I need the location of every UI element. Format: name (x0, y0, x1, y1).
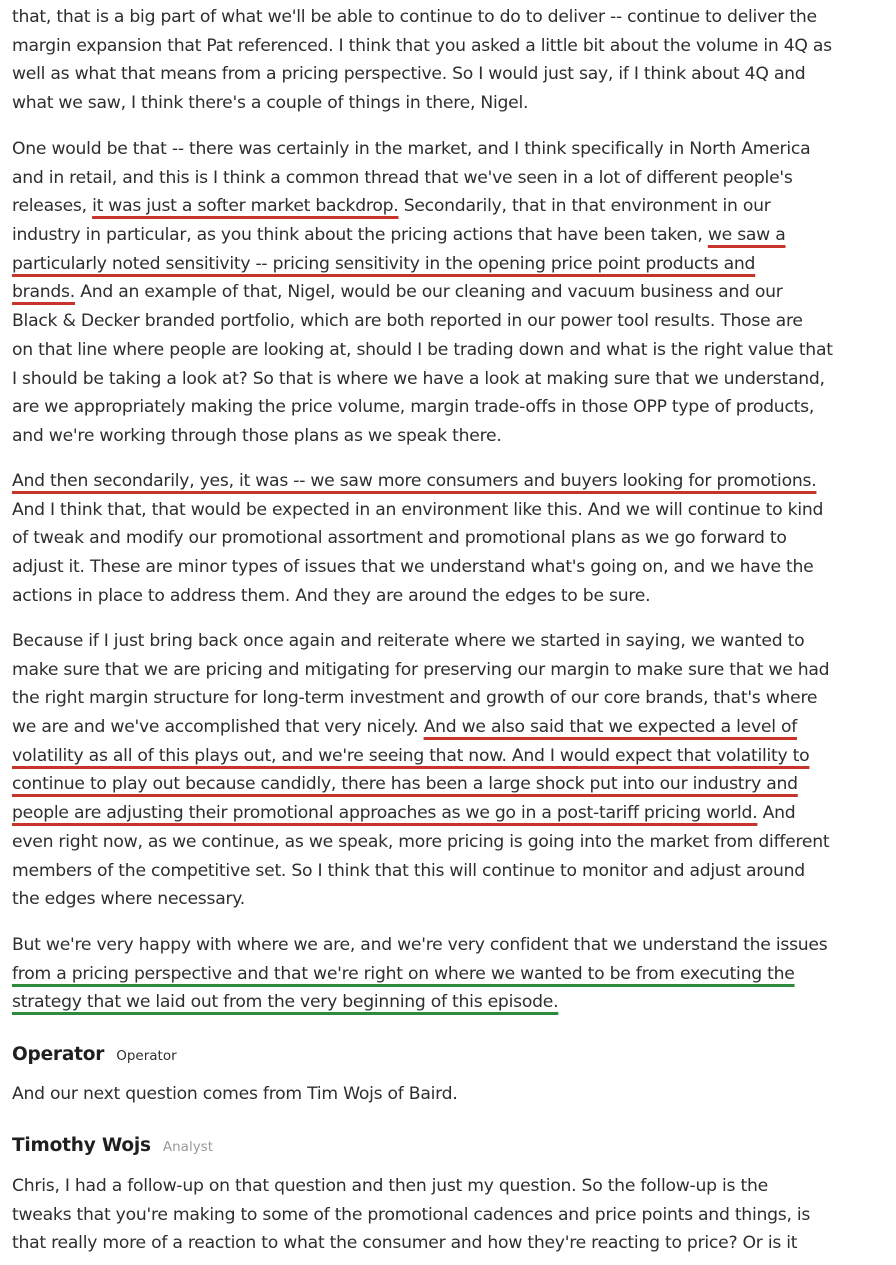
text-segment: actions in place to address them. And they are around the edges to be sure. (12, 585, 651, 606)
text-segment: and we're working through those plans as we speak there. (12, 425, 502, 446)
transcript-paragraph (12, 135, 884, 451)
paragraph-line (12, 393, 884, 422)
paragraph-line (12, 627, 884, 656)
text-segment: the right margin structure for long-term investment and growth of our core brands, that's where (12, 688, 818, 709)
text-segment: Secondarily, that in that environment in our (398, 196, 771, 217)
paragraph-line (12, 553, 884, 582)
paragraph-line (12, 582, 884, 611)
highlighted-text-red: brands. (12, 282, 75, 303)
paragraph-line (12, 89, 884, 118)
paragraph-line (12, 164, 884, 193)
paragraph-line (12, 1229, 884, 1258)
paragraph-line (12, 467, 884, 496)
highlighted-text-red: volatility as all of this plays out, and we're seeing that now. And I would expect that volatility to (12, 745, 810, 766)
paragraph-line (12, 960, 884, 989)
paragraph-line (12, 770, 884, 799)
paragraph-line (12, 742, 884, 771)
paragraph-line (12, 885, 884, 914)
text-segment: Because if I just bring back once again and reiterate where we started in saying, we wanted to (12, 631, 805, 651)
highlighted-text-red: we saw a (707, 225, 786, 246)
paragraph-line (12, 422, 884, 451)
highlighted-text-red: continue to play out because candidly, there has been a large shock put into our industry and (12, 774, 798, 795)
text-segment: adjust it. These are minor types of issues that we understand what's going on, and we have the (12, 557, 814, 578)
speaker-role: Operator (116, 1048, 177, 1064)
text-segment: that, that is a big part of what we'll be able to continue to do to deliver -- continue to deliver the (12, 7, 817, 27)
text-segment: And (757, 803, 796, 824)
speaker-role: Analyst (162, 1139, 214, 1155)
paragraph-line (12, 656, 884, 685)
text-segment: tweaks that you're making to some of the promotional cadences and price points and things, is (12, 1204, 811, 1225)
paragraph-line (12, 365, 884, 394)
speaker-header-analyst (12, 1135, 213, 1156)
text-segment: And I think that, that would be expected in an environment like this. And we will continue to kind (12, 499, 824, 520)
text-segment: I should be taking a look at? So that is where we have a look at making sure that we understand, (12, 368, 825, 389)
text-segment: what we saw, I think there's a couple of things in there, Nigel. (12, 93, 529, 114)
speaker-name: Timothy Wojs (12, 1135, 151, 1156)
paragraph-line (12, 857, 884, 886)
text-segment: Black & Decker branded portfolio, which are both reported in our power tool results. Those are (12, 311, 803, 332)
paragraph-line (12, 307, 884, 336)
paragraph-line (12, 336, 884, 365)
transcript-paragraph (12, 467, 884, 610)
transcript-paragraph (12, 3, 884, 118)
text-segment: of tweak and modify our promotional assortment and promotional plans as we go forward to (12, 528, 787, 549)
paragraph-line (12, 60, 884, 89)
paragraph-line (12, 221, 884, 250)
text-segment: on that line where people are looking at, should I be trading down and what is the right value that (12, 339, 833, 360)
paragraph-line (12, 1172, 884, 1201)
highlighted-text-red: And we also said that we expected a level of (423, 717, 798, 738)
text-segment: that really more of a reaction to what the consumer and how they're reacting to price? Or is it (12, 1233, 798, 1254)
analyst-paragraph (12, 1172, 884, 1258)
paragraph-line: And our next question comes from Tim Wojs of Baird. (12, 1084, 458, 1104)
text-segment: industry in particular, as you think about the pricing actions that have been taken, (12, 225, 708, 246)
paragraph-line (12, 496, 884, 525)
paragraph-line (12, 3, 884, 32)
highlighted-text-red: people are adjusting their promotional approaches as we go in a post-tariff pricing world. (12, 803, 758, 824)
text-segment: we are and we've accomplished that very nicely. (12, 717, 424, 738)
highlighted-text-red: it was just a softer market backdrop. (92, 196, 399, 217)
text-segment: Chris, I had a follow-up on that question and then just my question. So the follow-up is the (12, 1176, 768, 1196)
speaker-name: Operator (12, 1044, 105, 1065)
paragraph-line (12, 684, 884, 713)
text-segment: But we're very happy with where we are, and we're very confident that we understand the issues (12, 935, 828, 955)
highlighted-text-red: And then secondarily, yes, it was -- we saw more consumers and buyers looking for promotions. (12, 471, 817, 491)
paragraph-line (12, 1201, 884, 1230)
paragraph-line (12, 192, 884, 221)
text-segment: and in retail, and this is I think a common thread that we've seen in a lot of different people's (12, 167, 793, 188)
highlighted-text-red: particularly noted sensitivity -- pricing sensitivity in the opening price point products and (12, 253, 756, 274)
text-segment: are we appropriately making the price volume, margin trade-offs in those OPP type of products, (12, 397, 815, 418)
paragraph-line (12, 713, 884, 742)
paragraph-line (12, 32, 884, 61)
text-segment: One would be that -- there was certainly in the market, and I think specifically in North America (12, 139, 811, 159)
highlighted-text-green: strategy that we laid out from the very beginning of this episode. (12, 992, 559, 1013)
paragraph-line (12, 931, 884, 960)
text-segment: members of the competitive set. So I think that this will continue to monitor and adjust around (12, 860, 805, 881)
text-segment: well as what that means from a pricing perspective. So I would just say, if I think about 4Q and (12, 64, 806, 85)
paragraph-line (12, 828, 884, 857)
paragraph-line (12, 988, 884, 1017)
text-segment: make sure that we are pricing and mitigating for preserving our margin to make sure that we had (12, 659, 830, 680)
paragraph-line (12, 250, 884, 279)
paragraph-line (12, 524, 884, 553)
text-segment: And an example of that, Nigel, would be our cleaning and vacuum business and our (74, 282, 783, 303)
text-segment: releases, (12, 196, 93, 217)
text-segment: even right now, as we continue, as we speak, more pricing is going into the market from different (12, 831, 830, 852)
text-segment: margin expansion that Pat referenced. I think that you asked a little bit about the volume in 4Q as (12, 35, 832, 56)
paragraph-line (12, 799, 884, 828)
operator-paragraph (12, 1080, 884, 1109)
paragraph-line (12, 135, 884, 164)
paragraph-line (12, 278, 884, 307)
highlighted-text-green: from a pricing perspective and that we're right on where we wanted to be from executing the (12, 963, 795, 984)
transcript-paragraph (12, 931, 884, 1017)
transcript-paragraph (12, 627, 884, 914)
text-segment: the edges where necessary. (12, 889, 245, 910)
speaker-header-operator (12, 1044, 177, 1065)
